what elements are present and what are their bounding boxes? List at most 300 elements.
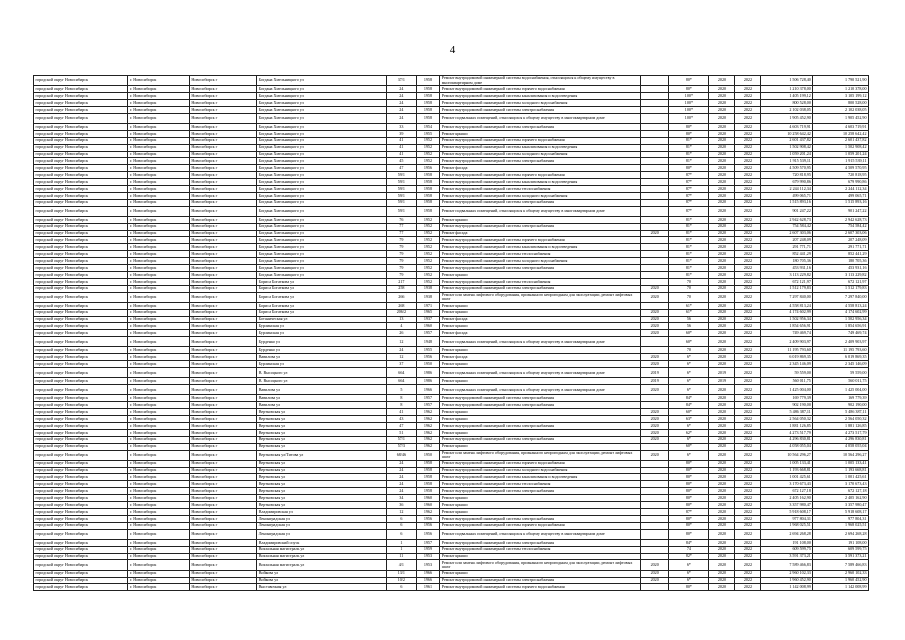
- cell-house: 1: [387, 546, 417, 553]
- cell-pct: 87*: [669, 206, 709, 216]
- cell-address: Бориса Богаткова ул: [257, 278, 387, 285]
- cell-work: Ремонт внутридомовой инженерной системы холодного водоснабжения: [440, 99, 641, 106]
- cell-district: городской округ Новосибирск: [34, 354, 128, 361]
- cell-total: 1 881 126,85: [813, 422, 869, 429]
- cell-cost: 754 584,42: [761, 223, 813, 230]
- cell-cost: 2 345 146,09: [761, 361, 813, 368]
- cell-year: 1958: [416, 172, 440, 179]
- cell-address: Богдана Хмельницкого ул: [257, 172, 387, 179]
- table-row: [34, 436, 869, 443]
- cell-pct: 61*: [669, 302, 709, 309]
- cell-district: городской округ Новосибирск: [34, 192, 128, 199]
- table-row: [34, 515, 869, 522]
- cell-total: 2 409 903,97: [813, 337, 869, 347]
- cell-year: 1952: [416, 216, 440, 223]
- cell-municipality: Новосибирск г: [189, 368, 256, 378]
- cell-n: [640, 529, 668, 539]
- cell-house: 4/1: [387, 560, 417, 570]
- cell-cost: 4 558 813,24: [761, 302, 813, 309]
- table-row: [34, 402, 869, 409]
- cell-work: Ремонт внутридомовой инженерной системы теплоснабжения: [440, 278, 641, 285]
- cell-n: [640, 185, 668, 192]
- cell-cost: 4 296 830,81: [761, 436, 813, 443]
- cell-year: 1962: [416, 409, 440, 416]
- cell-address: Вертковская ул: [257, 429, 387, 436]
- cell-year: 1958: [416, 192, 440, 199]
- cell-district: городской округ Новосибирск: [34, 502, 128, 509]
- cell-total: 4 296 830,81: [813, 436, 869, 443]
- cell-year: 1960: [416, 495, 440, 502]
- cell-pct: 100*: [669, 93, 709, 100]
- cell-total: 4 174 602,99: [813, 309, 869, 316]
- table-row: [34, 244, 869, 251]
- cell-city: г. Новосибирск: [128, 354, 189, 361]
- cell-district: городской округ Новосибирск: [34, 368, 128, 378]
- cell-work: Ремонт крыши: [440, 302, 641, 309]
- cell-city: г. Новосибирск: [128, 278, 189, 285]
- cell-district: городской округ Новосибирск: [34, 76, 128, 86]
- cell-address: Владимировский спуск: [257, 539, 387, 546]
- cell-city: г. Новосибирск: [128, 206, 189, 216]
- cell-year: 1962: [416, 443, 440, 450]
- cell-y1: 2020: [709, 416, 735, 423]
- cell-work: Ремонт внутридомовой инженерной системы электроснабжения: [440, 402, 641, 409]
- cell-municipality: Новосибирск г: [189, 309, 256, 316]
- cell-year: 1965: [416, 309, 440, 316]
- cell-address: Богдана Хмельницкого ул: [257, 106, 387, 113]
- table-row: [34, 302, 869, 309]
- cell-district: городской округ Новосибирск: [34, 123, 128, 130]
- cell-municipality: Новосибирск г: [189, 553, 256, 560]
- cell-year: 1952: [416, 244, 440, 251]
- cell-district: городской округ Новосибирск: [34, 130, 128, 137]
- cell-y2: 2022: [735, 130, 761, 137]
- cell-y2: 2022: [735, 316, 761, 323]
- table-row: [34, 416, 869, 423]
- cell-municipality: Новосибирск г: [189, 361, 256, 368]
- cell-address: Вавилова ул: [257, 354, 387, 361]
- cell-district: городской округ Новосибирск: [34, 179, 128, 186]
- cell-y2: 2022: [735, 185, 761, 192]
- cell-cost: 11 195 793,60: [761, 347, 813, 354]
- cell-year: 1956: [416, 515, 440, 522]
- cell-address: Вертковская ул: [257, 474, 387, 481]
- cell-n: [640, 278, 668, 285]
- cell-total: 852 441,29: [813, 251, 869, 258]
- cell-y2: 2022: [735, 508, 761, 515]
- cell-y1: 2020: [709, 106, 735, 113]
- cell-city: г. Новосибирск: [128, 230, 189, 237]
- cell-n: [640, 265, 668, 272]
- table-row: [34, 347, 869, 354]
- cell-n: [640, 199, 668, 206]
- cell-y1: 2020: [709, 76, 735, 86]
- cell-cost: 3 113 229,82: [761, 271, 813, 278]
- cell-year: 1971: [416, 302, 440, 309]
- cell-n: 2020: [640, 309, 668, 316]
- cell-n: [640, 522, 668, 529]
- cell-house: 6: [387, 529, 417, 539]
- cell-pct: 74: [669, 546, 709, 553]
- table-row: [34, 99, 869, 106]
- cell-pct: 84*: [669, 395, 709, 402]
- cell-address: Вертковская ул: [257, 409, 387, 416]
- cell-y1: 2020: [709, 302, 735, 309]
- cell-year: 1952: [416, 271, 440, 278]
- cell-pct: 6*: [669, 385, 709, 395]
- cell-cost: 4 509 570,95: [761, 165, 813, 172]
- cell-work: Ремонт подвальных помещений, относящихся к общему имуществу в многоквартирном доме: [440, 206, 641, 216]
- cell-n: [640, 443, 668, 450]
- cell-y1: 2020: [709, 522, 735, 529]
- cell-work: Ремонт внутридомовой инженерной системы электроснабжения: [440, 199, 641, 206]
- cell-municipality: Новосибирск г: [189, 560, 256, 570]
- cell-house: 37/1: [387, 76, 417, 86]
- cell-y1: 2020: [709, 271, 735, 278]
- cell-address: Богдана Хмельницкого ул: [257, 206, 387, 216]
- cell-y1: 2020: [709, 165, 735, 172]
- cell-work: Ремонт внутридомовой инженерной системы горячего водоснабжения: [440, 86, 641, 93]
- cell-year: 1955: [416, 347, 440, 354]
- cell-y1: 2020: [709, 99, 735, 106]
- cell-year: 1958: [416, 106, 440, 113]
- cell-total: 1 502 908,42: [813, 144, 869, 151]
- cell-house: 24: [387, 474, 417, 481]
- cell-address: Бориса Богаткова ул: [257, 302, 387, 309]
- cell-city: г. Новосибирск: [128, 137, 189, 144]
- cell-district: городской округ Новосибирск: [34, 185, 128, 192]
- cell-cost: 5 918 608,17: [761, 508, 813, 515]
- cell-district: городской округ Новосибирск: [34, 278, 128, 285]
- cell-city: г. Новосибирск: [128, 302, 189, 309]
- cell-year: 1959: [416, 546, 440, 553]
- cell-address: Вертковская ул: [257, 481, 387, 488]
- cell-y1: 2020: [709, 130, 735, 137]
- cell-n: [640, 144, 668, 151]
- cell-n: 2020: [640, 577, 668, 584]
- cell-y2: 2022: [735, 460, 761, 467]
- table-row: [34, 354, 869, 361]
- cell-year: 1952: [416, 151, 440, 158]
- cell-y1: 2020: [709, 354, 735, 361]
- cell-year: 1958: [416, 206, 440, 216]
- cell-n: [640, 460, 668, 467]
- cell-address: Бориса Богаткова ул: [257, 309, 387, 316]
- cell-pct: 80*: [669, 502, 709, 509]
- cell-house: 24: [387, 481, 417, 488]
- cell-address: Богдана Хмельницкого ул: [257, 192, 387, 199]
- table-row: [34, 113, 869, 123]
- cell-house: 34: [387, 495, 417, 502]
- cell-year: 1957: [416, 330, 440, 337]
- cell-n: 2020: [640, 409, 668, 416]
- cell-y2: 2022: [735, 230, 761, 237]
- cell-y2: 2022: [735, 237, 761, 244]
- cell-house: 79: [387, 251, 417, 258]
- cell-house: 79: [387, 258, 417, 265]
- cell-year: 1952: [416, 137, 440, 144]
- cell-y2: 2022: [735, 522, 761, 529]
- cell-cost: 1 425 004,00: [761, 385, 813, 395]
- cell-y1: 2020: [709, 192, 735, 199]
- cell-house: 41: [387, 137, 417, 144]
- table-row: [34, 529, 869, 539]
- cell-work: Ремонт внутридомовой инженерной системы электроснабжения: [440, 422, 641, 429]
- cell-total: 754 584,42: [813, 223, 869, 230]
- cell-work: Ремонт внутридомовой инженерной системы электроснабжения: [440, 158, 641, 165]
- cell-house: 664: [387, 378, 417, 385]
- cell-work: Ремонт крыши: [440, 553, 641, 560]
- cell-year: 1952: [416, 251, 440, 258]
- cell-pct: 56: [669, 316, 709, 323]
- cell-y1: 2020: [709, 495, 735, 502]
- cell-municipality: Новосибирск г: [189, 395, 256, 402]
- cell-work: Ремонт крыши: [440, 429, 641, 436]
- cell-house: 1: [387, 539, 417, 546]
- cell-district: городской округ Новосибирск: [34, 409, 128, 416]
- cell-total: 291 771,71: [813, 244, 869, 251]
- cell-city: г. Новосибирск: [128, 99, 189, 106]
- cell-city: г. Новосибирск: [128, 546, 189, 553]
- cell-municipality: Новосибирск г: [189, 99, 256, 106]
- cell-cost: 1 405 199,12: [761, 93, 813, 100]
- table-row: [34, 185, 869, 192]
- cell-pct: 100*: [669, 99, 709, 106]
- cell-city: г. Новосибирск: [128, 258, 189, 265]
- table-row: [34, 93, 869, 100]
- cell-municipality: Новосибирск г: [189, 529, 256, 539]
- cell-year: 1962: [416, 508, 440, 515]
- cell-city: г. Новосибирск: [128, 378, 189, 385]
- cell-pct: 81*: [669, 271, 709, 278]
- cell-year: 1962: [416, 429, 440, 436]
- cell-cost: 1 881 126,85: [761, 422, 813, 429]
- cell-city: г. Новосибирск: [128, 488, 189, 495]
- cell-work: Ремонт или замена лифтового оборудования, признанного непригодным для эксплуатации, ремонт лифтовых шахт: [440, 292, 641, 302]
- cell-work: Ремонт или замена лифтового оборудования, признанного непригодным для эксплуатации, ремонт лифтовых шахт: [440, 450, 641, 460]
- cell-cost: 6 019 869,35: [761, 354, 813, 361]
- cell-y2: 2022: [735, 330, 761, 337]
- cell-municipality: Новосибирск г: [189, 192, 256, 199]
- cell-year: 1955: [416, 130, 440, 137]
- cell-work: Ремонт внутридомовой инженерной системы теплоснабжения: [440, 251, 641, 258]
- cell-municipality: Новосибирск г: [189, 474, 256, 481]
- cell-address: Богдана Хмельницкого ул: [257, 244, 387, 251]
- cell-n: [640, 99, 668, 106]
- cell-year: 1952: [416, 223, 440, 230]
- cell-pct: 70: [669, 292, 709, 302]
- cell-house: 33: [387, 123, 417, 130]
- cell-house: 79: [387, 244, 417, 251]
- cell-total: 1 210 378,00: [813, 86, 869, 93]
- cell-y1: 2020: [709, 570, 735, 577]
- cell-municipality: Новосибирск г: [189, 416, 256, 423]
- cell-y1: 2020: [709, 244, 735, 251]
- cell-year: 1966: [416, 385, 440, 395]
- table-row: [34, 429, 869, 436]
- table-row: [34, 570, 869, 577]
- cell-municipality: Новосибирск г: [189, 144, 256, 151]
- cell-work: Ремонт подвальных помещений, относящихся к общему имуществу в многоквартирном доме: [440, 337, 641, 347]
- cell-municipality: Новосибирск г: [189, 508, 256, 515]
- cell-city: г. Новосибирск: [128, 515, 189, 522]
- cell-city: г. Новосибирск: [128, 368, 189, 378]
- cell-n: [640, 481, 668, 488]
- cell-house: 37: [387, 361, 417, 368]
- cell-pct: 81*: [669, 251, 709, 258]
- table-row: [34, 323, 869, 330]
- cell-y1: 2020: [709, 330, 735, 337]
- cell-city: г. Новосибирск: [128, 522, 189, 529]
- cell-y2: 2022: [735, 553, 761, 560]
- cell-house: 24: [387, 113, 417, 123]
- cell-cost: 10 564 296,27: [761, 450, 813, 460]
- cell-pct: 70: [669, 285, 709, 292]
- cell-municipality: Новосибирск г: [189, 495, 256, 502]
- cell-municipality: Новосибирск г: [189, 251, 256, 258]
- cell-work: Ремонт внутридомовой инженерной системы электроснабжения: [440, 436, 641, 443]
- cell-cost: 1 512 179,83: [761, 285, 813, 292]
- cell-y2: 2022: [735, 244, 761, 251]
- cell-house: 12: [387, 337, 417, 347]
- cell-n: [640, 172, 668, 179]
- cell-n: [640, 192, 668, 199]
- cell-city: г. Новосибирск: [128, 323, 189, 330]
- cell-total: 2 601 437,82: [813, 137, 869, 144]
- cell-pct: 80*: [669, 86, 709, 93]
- cell-cost: 3 357 980,47: [761, 502, 813, 509]
- cell-address: Богдана Хмельницкого ул: [257, 258, 387, 265]
- cell-district: городской округ Новосибирск: [34, 467, 128, 474]
- cell-cost: 10 258 642,42: [761, 130, 813, 137]
- cell-work: Ремонт внутридомовой инженерной системы горячего водоснабжения: [440, 237, 641, 244]
- cell-district: городской округ Новосибирск: [34, 378, 128, 385]
- cell-municipality: Новосибирск г: [189, 460, 256, 467]
- cell-n: [640, 402, 668, 409]
- cell-n: 2020: [640, 292, 668, 302]
- cell-y2: 2022: [735, 529, 761, 539]
- cell-y2: 2022: [735, 76, 761, 86]
- cell-municipality: Новосибирск г: [189, 165, 256, 172]
- cell-house: 6: [387, 515, 417, 522]
- cell-y2: 2022: [735, 515, 761, 522]
- cell-municipality: Новосибирск г: [189, 130, 256, 137]
- cell-n: [640, 179, 668, 186]
- cell-n: [640, 86, 668, 93]
- cell-address: Вокзальная магистраль ул: [257, 553, 387, 560]
- cell-house: 45: [387, 158, 417, 165]
- cell-pct: 6*: [669, 378, 709, 385]
- cell-n: [640, 502, 668, 509]
- cell-city: г. Новосибирск: [128, 151, 189, 158]
- cell-house: 59/1: [387, 185, 417, 192]
- cell-y1: 2020: [709, 265, 735, 272]
- cell-total: 10 564 296,27: [813, 450, 869, 460]
- cell-cost: 901 247,22: [761, 206, 813, 216]
- table-row: [34, 395, 869, 402]
- cell-work: Ремонт внутридомовой инженерной системы холодного водоснабжения: [440, 467, 641, 474]
- table-row: [34, 158, 869, 165]
- cell-year: 1957: [416, 402, 440, 409]
- cell-work: Ремонт внутридомовой инженерной системы канализования и водоотведения: [440, 144, 641, 151]
- cell-year: 1986: [416, 378, 440, 385]
- cell-total: 2 942 628,73: [813, 216, 869, 223]
- cell-city: г. Новосибирск: [128, 409, 189, 416]
- cell-total: 499 065,71: [813, 192, 869, 199]
- cell-year: 1958: [416, 199, 440, 206]
- capital-repair-table: [33, 75, 869, 591]
- cell-y1: 2020: [709, 230, 735, 237]
- cell-work: Ремонт фасада: [440, 330, 641, 337]
- cell-cost: 720 818,95: [761, 172, 813, 179]
- cell-total: 560 011,75: [813, 378, 869, 385]
- cell-year: 1954: [416, 123, 440, 130]
- cell-total: 3 170 673,43: [813, 481, 869, 488]
- cell-house: 5: [387, 385, 417, 395]
- cell-n: 2020: [640, 230, 668, 237]
- table-row: [34, 192, 869, 199]
- cell-house: 59/1: [387, 172, 417, 179]
- cell-city: г. Новосибирск: [128, 265, 189, 272]
- cell-house: 77: [387, 223, 417, 230]
- cell-municipality: Новосибирск г: [189, 337, 256, 347]
- cell-y1: 2020: [709, 577, 735, 584]
- table-row: [34, 316, 869, 323]
- cell-pct: 84*: [669, 539, 709, 546]
- table-row: [34, 309, 869, 316]
- cell-district: городской округ Новосибирск: [34, 165, 128, 172]
- cell-y1: 2020: [709, 179, 735, 186]
- cell-year: 1938: [416, 285, 440, 292]
- cell-year: 1950: [416, 361, 440, 368]
- cell-district: городской округ Новосибирск: [34, 539, 128, 546]
- cell-district: городской округ Новосибирск: [34, 251, 128, 258]
- table-row: [34, 258, 869, 265]
- cell-district: городской округ Новосибирск: [34, 330, 128, 337]
- cell-total: 180 705,36: [813, 258, 869, 265]
- cell-year: 1958: [416, 113, 440, 123]
- table-row: [34, 584, 869, 591]
- cell-work: Ремонт внутридомовой инженерной системы канализования и водоотведения: [440, 244, 641, 251]
- cell-pct: 81*: [669, 265, 709, 272]
- table-row: [34, 546, 869, 553]
- cell-work: Ремонт внутридомовой инженерной системы горячего водоснабжения: [440, 172, 641, 179]
- cell-total: 6 019 869,35: [813, 354, 869, 361]
- cell-pct: 87*: [669, 508, 709, 515]
- cell-address: Богдана Хмельницкого ул: [257, 185, 387, 192]
- cell-y1: 2020: [709, 436, 735, 443]
- cell-work: Ремонт внутридомовой инженерной системы электроснабжения: [440, 123, 641, 130]
- table-row: [34, 251, 869, 258]
- cell-total: 3 357 980,47: [813, 502, 869, 509]
- cell-cost: 749 469,74: [761, 330, 813, 337]
- cell-address: Бурлинская ул: [257, 361, 387, 368]
- cell-cost: 191 108,00: [761, 539, 813, 546]
- table-row: [34, 137, 869, 144]
- cell-total: 59 559,00: [813, 368, 869, 378]
- table-row: [34, 560, 869, 570]
- cell-city: г. Новосибирск: [128, 539, 189, 546]
- cell-pct: 80*: [669, 584, 709, 591]
- cell-district: городской округ Новосибирск: [34, 223, 128, 230]
- cell-cost: 672 127,18: [761, 488, 813, 495]
- cell-y2: 2022: [735, 113, 761, 123]
- cell-year: 1957: [416, 539, 440, 546]
- cell-pct: 80*: [669, 529, 709, 539]
- cell-municipality: Новосибирск г: [189, 481, 256, 488]
- cell-municipality: Новосибирск г: [189, 206, 256, 216]
- cell-cost: 1 502 908,42: [761, 144, 813, 151]
